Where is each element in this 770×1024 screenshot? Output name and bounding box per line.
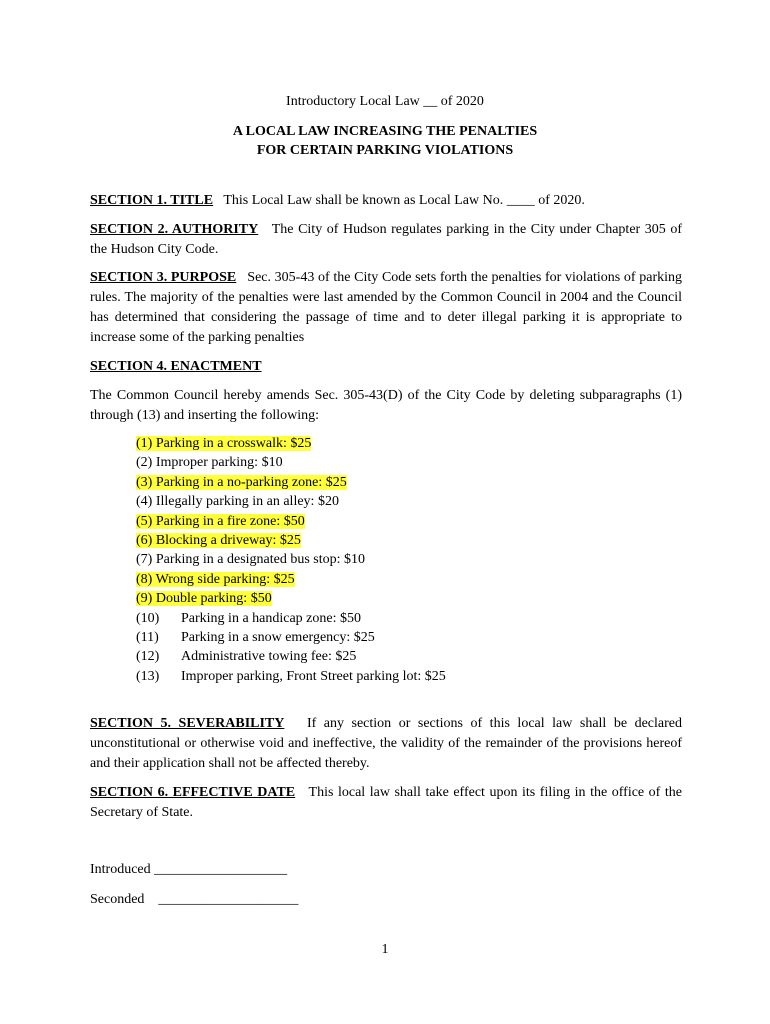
title-line-1: A LOCAL LAW INCREASING THE PENALTIES <box>232 124 538 139</box>
section-6 <box>90 783 682 823</box>
section-5-text: If any section or sections of this local law shall be declared unconstitutional or otherwise void and ineffective, the validity of the remainder of the provisions hereof and their application shall not be affected thereby. <box>90 716 682 771</box>
section-1-heading: SECTION 1. TITLE <box>90 193 214 208</box>
seconded-line: Seconded ____________________ <box>90 892 299 907</box>
list-item: (9) Double parking: $50 <box>136 591 272 607</box>
introduced-line: Introduced ___________________ <box>90 862 288 877</box>
list-item: (13) Improper parking, Front Street parking lot: $25 <box>136 668 446 684</box>
section-6-heading: SECTION 6. EFFECTIVE DATE <box>90 785 296 800</box>
list-item: (11) Parking in a snow emergency: $25 <box>136 629 375 645</box>
list-item: (7) Parking in a designated bus stop: $10 <box>136 552 366 568</box>
list-item: (10) Parking in a handicap zone: $50 <box>136 610 362 626</box>
list-item: (1) Parking in a crosswalk: $25 <box>136 436 312 451</box>
section-4-heading: SECTION 4. ENACTMENT <box>90 359 262 374</box>
section-2 <box>90 220 682 260</box>
list-item: (12) Administrative towing fee: $25 <box>136 649 357 665</box>
list-item: (4) Illegally parking in an alley: $20 <box>136 494 339 510</box>
section-1-text: This Local Law shall be known as Local Law No. ____ of 2020. <box>223 193 585 208</box>
list-item: (2) Improper parking: $10 <box>136 455 283 471</box>
section-3-heading: SECTION 3. PURPOSE <box>90 270 237 285</box>
page-number: 1 <box>381 942 389 957</box>
list-item: (5) Parking in a fire zone: $50 <box>136 513 305 529</box>
section-2-heading: SECTION 2. AUTHORITY <box>90 222 259 237</box>
section-3-text: Sec. 305-43 of the City Code sets forth the penalties for violations of parking rules. The majority of the penalties were last amended by the Common Council in 2004 and the Council has determined that considering the passage of time and to deter illegal parking it is appropriate to increase some of the parking penalties <box>90 270 683 345</box>
section-4-text: The Common Council hereby amends Sec. 305-43(D) of the City Code by deleting subparagraphs (1) through (13) and inserting the following: <box>90 388 682 423</box>
penalty-list <box>136 434 446 686</box>
section-4-heading-row <box>90 357 682 377</box>
intro-line: Introductory Local Law __ of 2020 <box>286 94 484 109</box>
list-item: (6) Blocking a driveway: $25 <box>136 532 301 548</box>
section-1 <box>90 191 682 211</box>
section-3 <box>90 268 682 348</box>
section-2-text: The City of Hudson regulates parking in the City under Chapter 305 of the Hudson City Code. <box>90 222 683 257</box>
title-line-2: FOR CERTAIN PARKING VIOLATIONS <box>256 143 514 158</box>
section-5 <box>90 714 682 774</box>
list-item: (8) Wrong side parking: $25 <box>136 571 295 587</box>
list-item: (3) Parking in a no-parking zone: $25 <box>136 474 347 490</box>
section-5-heading: SECTION 5. SEVERABILITY <box>90 716 285 731</box>
section-6-text: This local law shall take effect upon its filing in the office of the Secretary of State. <box>90 785 682 820</box>
